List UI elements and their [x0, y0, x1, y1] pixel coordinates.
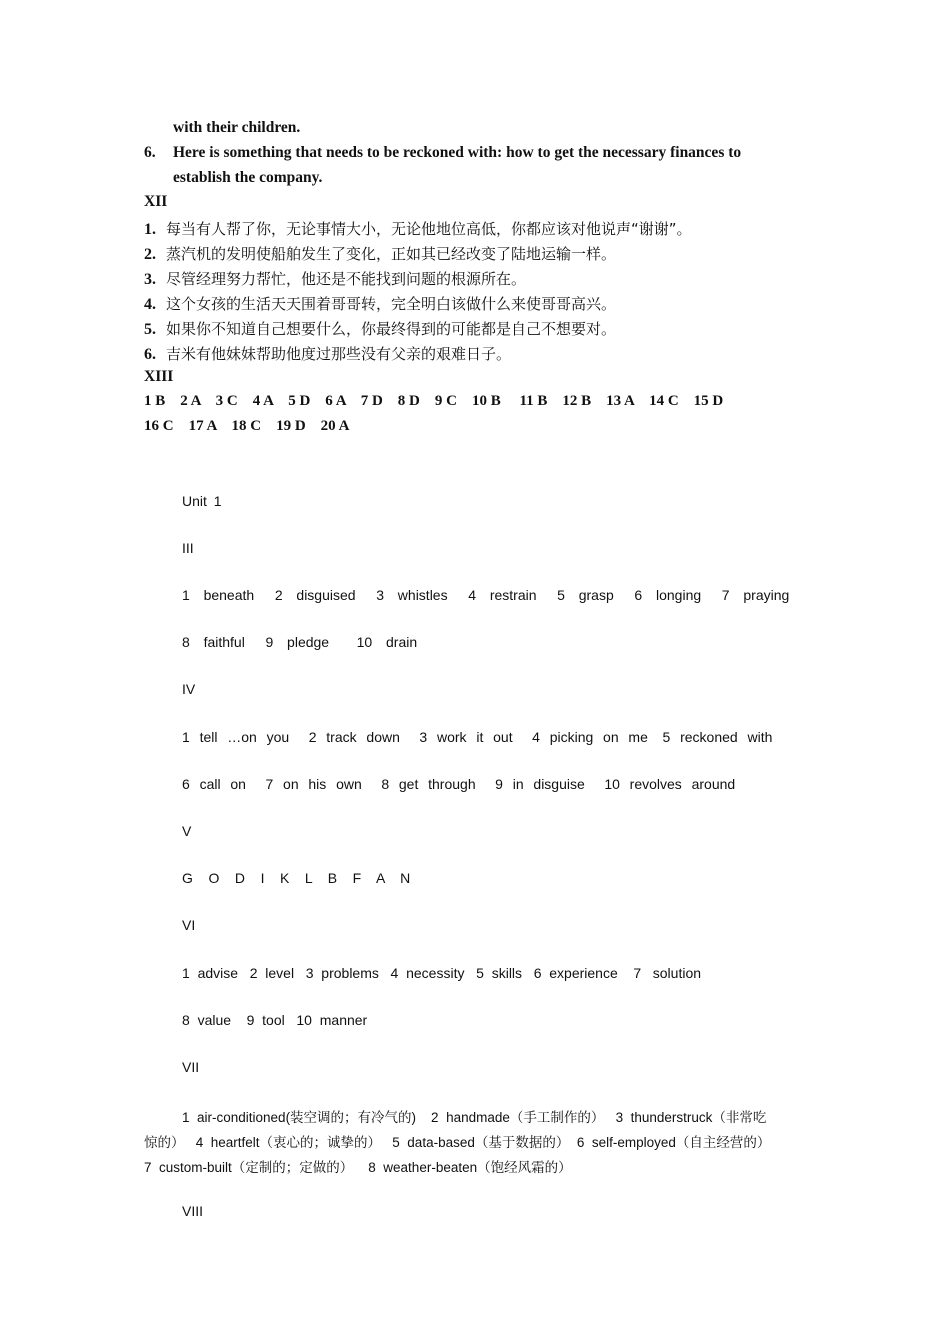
xii-item-text: 吉米有他妹妹帮助他度过那些没有父亲的艰难日子。: [166, 345, 512, 363]
item5-continuation: with their children.: [173, 119, 301, 136]
xii-item-6: [144, 343, 511, 364]
section-iii-heading: III: [182, 540, 194, 556]
xii-item-number: 1.: [144, 221, 156, 238]
xii-item-text: 尽管经理努力帮忙，他还是不能找到问题的根源所在。: [166, 270, 527, 288]
section-viii-heading: VIII: [182, 1203, 204, 1219]
xii-item-number: 4.: [144, 296, 156, 313]
iii-answers-line1: 1 beneath 2 disguised 3 whistles 4 restrain 5 grasp 6 longing 7 praying: [182, 587, 790, 603]
section-vii-heading: VII: [182, 1059, 200, 1075]
xii-item-number: 6.: [144, 346, 156, 363]
section-v-heading: V: [182, 823, 192, 839]
xii-item-4: [144, 293, 616, 314]
xiii-answers-row1: 1 B 2 A 3 C 4 A 5 D 6 A 7 D 8 D 9 C 10 B 11 B 12 B 13 A 14 C 15 D: [144, 393, 724, 409]
vi-answers-line1: 1 advise 2 level 3 problems 4 necessity 5 skills 6 experience 7 solution: [182, 965, 702, 981]
xiii-answers-row2: 16 C 17 A 18 C 19 D 20 A: [144, 418, 350, 434]
item6-number: 6.: [144, 144, 156, 161]
item6-text-line2: establish the company.: [173, 169, 323, 186]
vii-answers-line2: 惊的） 4 heartfelt（衷心的；诚挚的） 5 data-based（基于数据的） 6 self-employed（自主经营的）: [144, 1135, 771, 1150]
xii-item-number: 2.: [144, 246, 156, 263]
section-iv-heading: IV: [182, 681, 196, 697]
xii-item-number: 5.: [144, 321, 156, 338]
unit-title: Unit 1: [182, 493, 222, 509]
section-xiii-heading: XIII: [144, 368, 174, 385]
xii-item-text: 如果你不知道自己想要什么，你最终得到的可能都是自己不想要对。: [166, 320, 617, 338]
vii-answers-line1: 1 air-conditioned(装空调的；有冷气的) 2 handmade（手工制作的） 3 thunderstruck（非常吃: [182, 1110, 767, 1125]
section-xii-heading: XII: [144, 193, 168, 210]
xii-item-3: [144, 268, 526, 289]
iv-answers-line1: 1 tell …on you 2 track down 3 work it out 4 picking on me 5 reckoned with: [182, 729, 773, 745]
xii-item-5: [144, 318, 616, 339]
item6-text-line1: Here is something that needs to be reckoned with: how to get the necessary finances to: [173, 144, 742, 161]
xii-item-number: 3.: [144, 271, 156, 288]
iii-answers-line2: 8 faithful 9 pledge 10 drain: [182, 634, 418, 650]
vi-answers-line2: 8 value 9 tool 10 manner: [182, 1012, 368, 1028]
iv-answers-line2: 6 call on 7 on his own 8 get through 9 in disguise 10 revolves around: [182, 776, 736, 792]
xii-item-1: [144, 218, 692, 239]
vii-answers-line3: 7 custom-built（定制的；定做的） 8 weather-beaten（饱经风霜的）: [144, 1160, 572, 1175]
section-vi-heading: VI: [182, 917, 196, 933]
v-answers-line: G O D I K L B F A N: [182, 870, 411, 886]
xii-item-text: 蒸汽机的发明使船舶发生了变化，正如其已经改变了陆地运输一样。: [166, 245, 617, 263]
xii-item-text: 这个女孩的生活天天围着哥哥转，完全明白该做什么来使哥哥高兴。: [166, 295, 617, 313]
xii-item-text: 每当有人帮了你，无论事情大小，无论他地位高低，你都应该对他说声“谢谢”。: [166, 220, 692, 238]
xii-item-2: [144, 243, 616, 264]
